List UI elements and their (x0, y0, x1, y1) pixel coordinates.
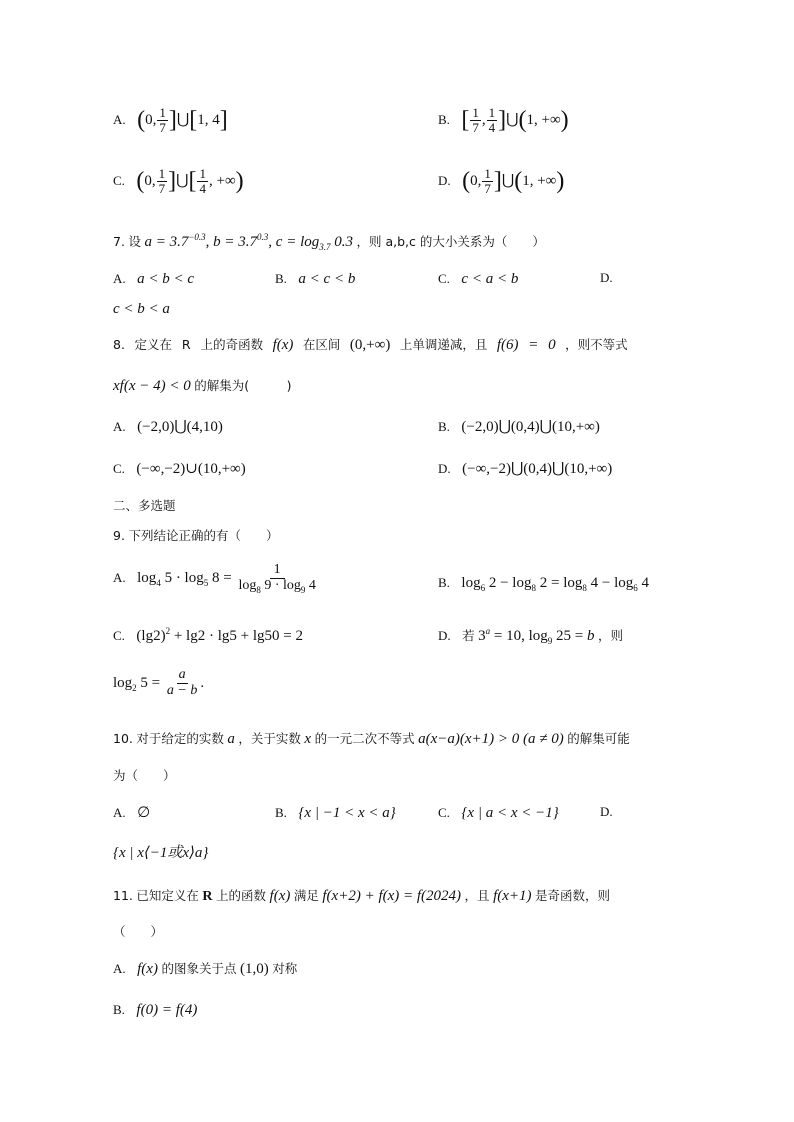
q10-option-d-math: {x | x⟨−1或x⟩a} (113, 845, 209, 861)
q10-var-x: x (304, 731, 312, 747)
q6-option-c-math: (0, $\frac{1}{7}$ ]⋃[ $\frac{1}{4}$ , +∞) (136, 166, 244, 196)
q9-option-a-math: $\log_4 5 \cdot \log_5 8$ = $\frac{1}{\log_8 9 \cdot \log_9 4}$ (137, 562, 316, 595)
option-label: D. (438, 628, 451, 643)
q7-option-d-math: c < b < a (113, 301, 170, 317)
q8-option-b[interactable] (438, 418, 600, 437)
option-label: B. (113, 1002, 125, 1017)
q11-option-a-text: 的图象关于点 (161, 961, 237, 976)
q8-option-c-math: (−∞,−2)∪(10,+∞) (136, 461, 246, 477)
q7-option-a[interactable] (113, 270, 194, 289)
q7-option-d-math-line (113, 300, 170, 319)
option-label: B. (438, 575, 450, 590)
q7-number: 7. (113, 234, 125, 249)
option-label: B. (438, 111, 450, 127)
q6-option-a[interactable] (113, 106, 228, 135)
q7-option-b-math: a < c < b (298, 271, 356, 287)
q9-option-c-math: $(\lg 2)^2 + \lg 2 \cdot \lg 5 + \lg 50 = 2$ (136, 626, 303, 644)
q6-option-c[interactable] (113, 167, 244, 196)
q11-fx: f(x) (269, 888, 291, 904)
q11-stem-b: 上的函数 (216, 888, 267, 903)
q10-option-c-math: {x | a < x < −1} (461, 805, 559, 821)
option-label: D. (438, 461, 451, 476)
q11-eq: f(x+2) + f(x) = f(2024) (322, 888, 462, 904)
q11-stem-a: 已知定义在 (136, 888, 199, 903)
q8-stem-b: 在区间 (302, 337, 341, 352)
q9-option-d-suffix: ，则 (598, 628, 624, 643)
q8-ineq: xf(x − 4) < 0 (113, 378, 191, 394)
option-label: C. (438, 271, 450, 286)
q7-option-c-math: c < a < b (461, 271, 519, 287)
q9-stem-text: 下列结论正确的有（ ） (128, 528, 279, 543)
q10-stem-d: 的解集可能 (567, 731, 630, 746)
section-title (113, 498, 176, 516)
q11-stem-line1 (113, 887, 610, 906)
q7-option-b[interactable] (275, 270, 355, 289)
q10-ineq: a(x−a)(x+1) > 0 (a ≠ 0) (418, 731, 564, 747)
option-label: B. (275, 805, 287, 820)
section2-title: 二、多选题 (113, 498, 176, 513)
q8-option-a[interactable] (113, 418, 223, 437)
q10-stem-c: 的一元二次不等式 (314, 731, 415, 746)
option-label: B. (275, 271, 287, 286)
q9-option-d-math2: $\log_2 5$ = $\frac{a}{a - b}$ . (113, 667, 205, 698)
q7-stem-math: $a = 3.7^{-0.3}$, $b = 3.7^{0.3}$, $c = \log_{3.7} 0.3$ (144, 232, 353, 252)
q10-var-a: a (227, 731, 235, 747)
q10-stem-b: ，关于实数 (238, 731, 301, 746)
q11-number: 11. (113, 888, 133, 903)
q9-option-b-math: $\log_6 2 - \log_8 2 = \log_8 4 - \log_6 4$ (461, 575, 650, 593)
q6-option-a-math: (0, $\frac{1}{7}$ ]⋃[1, 4] (137, 105, 228, 135)
q8-stem-line2-text: 的解集为( ) (194, 378, 292, 393)
q9-option-d-math: 3$^a$ = 10, $\log_9 25 = b$ (478, 626, 595, 646)
q8-number: 8. (113, 337, 125, 352)
q11-option-a[interactable] (113, 960, 297, 979)
option-label: D. (600, 804, 613, 819)
q8-stem-line2 (113, 377, 291, 396)
q10-option-c[interactable] (438, 804, 559, 823)
q6-option-d[interactable] (438, 167, 564, 196)
q8-option-c[interactable] (113, 460, 246, 479)
q7-stem-prefix: 设 (128, 234, 141, 249)
q6-option-b[interactable] (438, 106, 569, 135)
q10-stem-line2-text: 为（ ） (113, 768, 176, 783)
q8-fx: f(x) (272, 337, 294, 353)
q9-option-a[interactable] (113, 563, 319, 595)
q8-option-d-math: (−∞,−2)⋃(0,4)⋃(10,+∞) (462, 461, 613, 477)
q7-option-a-math: a < b < c (137, 271, 195, 287)
q9-stem (113, 528, 278, 546)
q9-option-b[interactable] (438, 574, 649, 594)
q8-stem-line1 (113, 336, 628, 355)
option-label: B. (438, 419, 450, 434)
q8-cond: f(6) = 0 (496, 337, 556, 353)
q7-option-d[interactable] (600, 270, 621, 288)
option-label: A. (113, 271, 126, 286)
q10-option-a-math: ∅ (137, 805, 151, 821)
q8-interval: (0,+∞) (349, 337, 391, 353)
option-label: A. (113, 961, 126, 976)
q11-fx1: f(x+1) (493, 888, 532, 904)
q11-stem-line2-text: （ ） (113, 924, 164, 939)
q10-stem-line2 (113, 768, 176, 786)
q11-stem-line2 (113, 924, 163, 942)
q11-stem-d: ，且 (464, 888, 490, 903)
q7-stem-suffix: ，则 a,b,c 的大小关系为（ ） (356, 234, 545, 249)
q9-option-d-continued (113, 668, 204, 698)
q11-option-b-math: f(0) = f(4) (136, 1002, 198, 1018)
option-label: D. (438, 172, 451, 188)
option-label: A. (113, 111, 126, 127)
option-label: C. (113, 172, 125, 188)
q8-option-b-math: (−2,0)⋃(0,4)⋃(10,+∞) (461, 419, 600, 435)
option-label: D. (600, 270, 613, 285)
q10-option-b[interactable] (275, 804, 396, 823)
q8-stem-c: 上单调递减，且 (399, 337, 488, 352)
q7-stem (113, 232, 545, 253)
q8-stem-a: 定义在 R 上的奇函数 (134, 337, 264, 352)
q11-option-b[interactable] (113, 1001, 197, 1020)
option-label: C. (113, 461, 125, 476)
option-label: A. (113, 805, 126, 820)
q11-stem-c: 满足 (293, 888, 319, 903)
q10-option-d-math-line (113, 844, 208, 863)
option-label: C. (438, 805, 450, 820)
q9-option-c[interactable] (113, 626, 303, 646)
q9-option-d-prefix: 若 (462, 628, 475, 643)
q10-stem-a: 对于给定的实数 (136, 731, 224, 746)
q10-option-a[interactable] (113, 804, 150, 823)
q8-option-d[interactable] (438, 460, 612, 479)
q11-option-a-math: f(x) (137, 961, 158, 977)
q11-R: R (202, 889, 213, 904)
q8-option-a-math: (−2,0)⋃(4,10) (137, 419, 223, 435)
q7-option-c[interactable] (438, 270, 518, 289)
q10-option-b-math: {x | −1 < x < a} (298, 805, 396, 821)
q6-option-d-math: (0, $\frac{1}{7}$ ]⋃(1, +∞) (462, 166, 565, 196)
option-label: A. (113, 570, 126, 586)
q9-number: 9. (113, 528, 125, 543)
q11-stem-e: 是奇函数，则 (535, 888, 611, 903)
q11-option-a-math2: (1,0) (239, 961, 269, 977)
q8-stem-d: ，则不等式 (565, 337, 628, 352)
q9-option-d[interactable] (438, 626, 623, 647)
option-label: A. (113, 419, 126, 434)
q6-option-b-math: [ $\frac{1}{7}$ , $\frac{1}{4}$ ]⋃(1, +∞) (461, 105, 569, 135)
q10-stem-line1 (113, 730, 630, 749)
q11-option-a-text2: 对称 (272, 961, 298, 976)
q10-number: 10. (113, 731, 133, 746)
q10-option-d[interactable] (600, 804, 621, 822)
option-label: C. (113, 628, 125, 643)
